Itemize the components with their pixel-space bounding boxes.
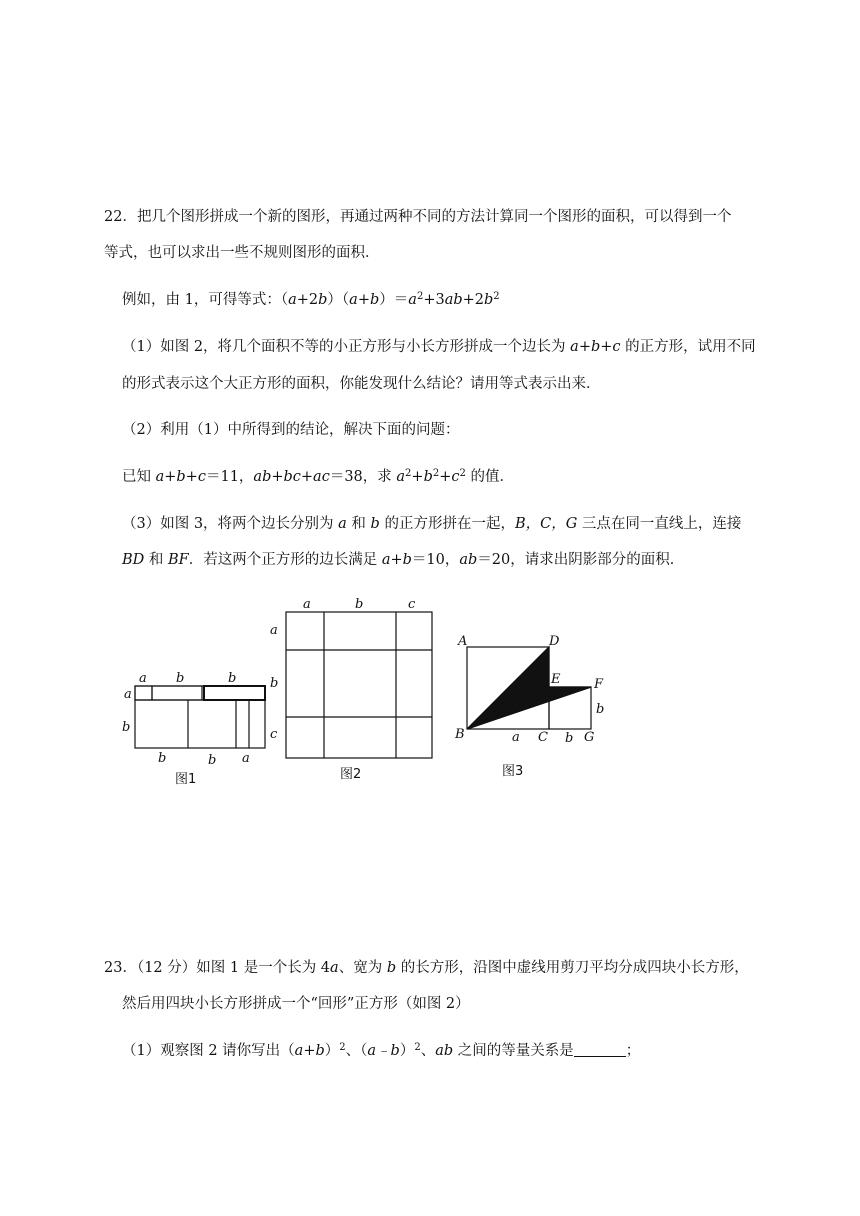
var: ab xyxy=(435,1043,454,1059)
text: ＝20，请求出阴影部分的面积． xyxy=(477,552,685,568)
var: a xyxy=(408,292,417,308)
q22-part2-line-1: （2）利用（1）中所得到的结论，解决下面的问题： xyxy=(122,422,460,438)
text: 、 xyxy=(420,1043,436,1059)
fig3-label-A: A xyxy=(458,634,468,649)
exponent: 2 xyxy=(416,291,424,302)
answer-blank[interactable] xyxy=(574,1042,626,1057)
exponent: 2 xyxy=(432,468,440,479)
q22-line-2: 等式，也可以求出一些不规则图形的面积． xyxy=(104,245,380,261)
fig1-label-b-top2: b xyxy=(228,671,237,686)
fig2-label-b-left: b xyxy=(270,676,279,691)
exponent: 2 xyxy=(339,1042,346,1053)
fig3-label-a: a xyxy=(512,730,520,745)
q23-line-2: 然后用四块小长方形拼成一个“回形”正方形（如图 2） xyxy=(122,996,470,1012)
fig2-label-a-left: a xyxy=(270,623,278,638)
text: + xyxy=(357,292,370,308)
text: （1）如图 2，将几个面积不等的小正方形与小长方形拼成一个边长为 xyxy=(122,339,571,355)
text: ＝11， xyxy=(205,469,254,485)
var: BF xyxy=(168,552,189,568)
text: 、宽为 xyxy=(338,960,387,976)
text: 已知 xyxy=(122,469,156,485)
fig2-label-c-left: c xyxy=(270,727,278,742)
exponent: 2 xyxy=(414,1042,421,1053)
text: 和 xyxy=(346,516,371,532)
q23-line-3 xyxy=(122,1041,640,1061)
fig2-outer xyxy=(286,612,432,758)
var: a xyxy=(288,292,297,308)
var: ab+bc+ac xyxy=(253,469,330,485)
fig1-label-b-top: b xyxy=(176,671,185,686)
var: B，C，G xyxy=(514,516,578,532)
var: a+b+c xyxy=(570,339,621,355)
fig3-label-b-bottom: b xyxy=(565,731,574,746)
q23-line-1 xyxy=(104,958,749,978)
exponent: 2 xyxy=(459,468,466,479)
fig1-label-a-bottom: a xyxy=(242,751,250,766)
text: ．若这两个正方形的边长满足 xyxy=(188,552,382,568)
fig1-rect-ab-2 xyxy=(204,686,265,700)
var: ab xyxy=(444,292,463,308)
fig1-label-b-left: b xyxy=(122,720,131,735)
fig3-label-D: D xyxy=(549,634,560,649)
fig2-label-c-top: c xyxy=(408,597,416,612)
text: +3 xyxy=(423,292,445,308)
figure-1 xyxy=(135,686,265,748)
fig1-label-a-top: a xyxy=(139,671,147,686)
var: ab xyxy=(459,552,478,568)
text: 的长方形，沿图中虚线用剪刀平均分成四块小长方形， xyxy=(396,960,749,976)
fig2-label-b-top: b xyxy=(355,597,364,612)
text: 23．（12 分）如图 1 是一个长为 4 xyxy=(104,960,331,976)
text: （3）如图 3，将两个边长分别为 xyxy=(122,516,339,532)
fig2-caption: 图2 xyxy=(340,767,362,782)
var: a xyxy=(338,516,347,532)
text: 的正方形拼在一起， xyxy=(379,516,515,532)
q22-part1-line-2: 的形式表示这个大正方形的面积，你能发现什么结论？请用等式表示出来． xyxy=(122,376,601,392)
q22-line-1: 22．把几个图形拼成一个新的图形，再通过两种不同的方法计算同一个图形的面积，可以得到一个 xyxy=(104,209,732,225)
fig3-caption: 图3 xyxy=(502,764,524,779)
text: ＝38，求 xyxy=(329,469,397,485)
text: ）＝ xyxy=(379,292,409,308)
text: 之间的等量关系是 xyxy=(453,1043,574,1059)
text: +2 xyxy=(462,292,484,308)
var: a﹣b xyxy=(367,1043,400,1059)
text: ＝10， xyxy=(411,552,460,568)
q22-part2-line-2: 已知 a+b+c＝11，ab+bc+ac＝38，求 $a^2+b^2+c^2$ 的值． xyxy=(122,468,515,485)
text: ； xyxy=(625,1043,641,1059)
var: a xyxy=(330,960,339,976)
fig1-label-b-bottom: b xyxy=(158,751,167,766)
text: 和 xyxy=(144,552,168,568)
fig2-label-a-top: a xyxy=(303,597,311,612)
fig1-caption: 图1 xyxy=(175,772,197,787)
fig3-label-B: B xyxy=(455,727,465,742)
text: ） xyxy=(399,1043,415,1059)
fig1-outer xyxy=(135,686,265,748)
example-prefix: 例如，由 1，可得等式：（ xyxy=(122,292,289,308)
fig3-label-G: G xyxy=(584,730,595,745)
fig1-small-square xyxy=(135,686,152,700)
var: b xyxy=(369,292,380,308)
var: a xyxy=(349,292,358,308)
var: b xyxy=(386,960,397,976)
var: a xyxy=(396,469,406,485)
exponent: 2 xyxy=(493,291,500,302)
text: 的值． xyxy=(465,469,515,485)
text: 三点在同一直线上，连接 xyxy=(577,516,742,532)
fig1-rect-ab-1 xyxy=(152,686,202,700)
fig3-label-F: F xyxy=(594,677,604,692)
fig3-label-E: E xyxy=(551,672,561,687)
fig1-label-a-left: a xyxy=(124,687,132,702)
var: c xyxy=(451,469,460,485)
figure-3 xyxy=(467,647,591,729)
var: a+b+c xyxy=(155,469,206,485)
text: 的正方形，试用不同 xyxy=(620,339,756,355)
text: ）（ xyxy=(327,292,350,308)
var: b xyxy=(370,516,380,532)
exponent: 2 xyxy=(405,468,412,479)
text: +2 xyxy=(296,292,319,308)
fig3-label-b-right: b xyxy=(596,702,605,717)
var: a+b xyxy=(381,552,412,568)
figure-2 xyxy=(286,612,432,758)
text: ） xyxy=(324,1043,340,1059)
var: b xyxy=(484,292,494,308)
text: （1）观察图 2 请你写出（ xyxy=(122,1043,295,1059)
text: 、（ xyxy=(345,1043,368,1059)
var: BD xyxy=(122,552,145,568)
fig3-label-C: C xyxy=(538,730,548,745)
var: b xyxy=(423,469,433,485)
fig1-label-b-bottom2: b xyxy=(208,753,217,768)
var: b xyxy=(318,292,328,308)
var: a+b xyxy=(294,1043,325,1059)
